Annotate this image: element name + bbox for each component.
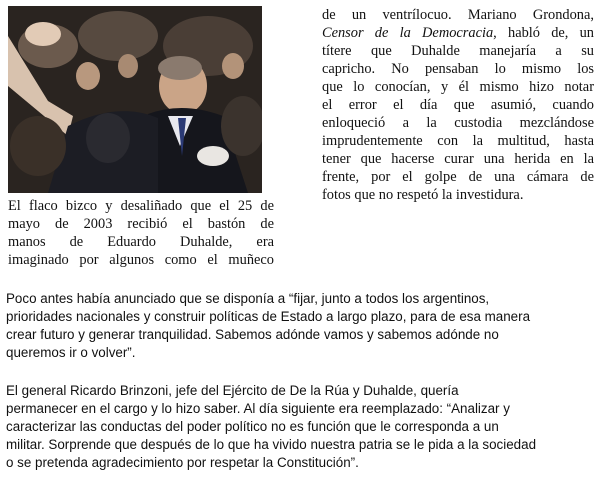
news-photo (8, 6, 262, 193)
text-line: capricho. No pensaban lo mismo los (322, 61, 594, 77)
text-line (322, 24, 594, 42)
text-line: militar. Sorprende que después de lo que ha vivido nuestra patria se le pida a la sociedad (6, 437, 537, 452)
caption-line: El flaco bizco y desaliñado que el 25 de (8, 198, 274, 214)
paragraph-announcement (6, 290, 594, 362)
text-line: o se pretenda agradecimiento por respetar la Constitución”. (6, 455, 359, 470)
photo-caption (8, 197, 274, 269)
text-line: imprudentemente con la multitud, hasta (322, 133, 594, 149)
text-line: prioridades nacionales y construir políticas de Estado a largo plazo, para de esa manera (6, 309, 531, 324)
text-line: que lo conocían, y él mismo hizo notar (322, 79, 594, 95)
paragraph-brinzoni (6, 382, 594, 472)
caption-line: manos de Eduardo Duhalde, era (8, 234, 274, 250)
caption-line: mayo de 2003 recibió el bastón de (8, 216, 274, 232)
text-line: frente, por el golpe de una cámara de (322, 169, 594, 185)
text-line: títere que Duhalde manejaría a su (322, 43, 594, 59)
text-line: tener que hacerse curar una herida en la (322, 151, 594, 167)
text-fragment: , habló de, un (493, 25, 594, 41)
crowd-image (8, 6, 262, 193)
text-line: crear futuro y generar tranquilidad. Sabemos adónde vamos y sabemos adónde no (6, 327, 499, 342)
text-line: de un ventrílocuo. Mariano Grondona, (322, 7, 594, 23)
right-column-text (322, 6, 594, 204)
text-line: caracterizar las conductas del poder político no es función que le corresponda a un (6, 419, 499, 434)
text-line: permanecer en el cargo y lo hizo saber. Al día siguiente era reemplazado: “Analizar y (6, 401, 510, 416)
text-line: Poco antes había anunciado que se disponía a “fijar, junto a todos los argentinos, (6, 291, 490, 306)
text-line: el error el día que asumió, cuando (322, 97, 594, 113)
caption-line: imaginado por algunos como el muñeco (8, 252, 274, 268)
text-line: enloqueció a la custodia mezclándose (322, 115, 594, 131)
text-line: queremos ir o volver”. (6, 345, 136, 360)
publication-title: Censor de la Democracia (322, 25, 494, 41)
text-line: fotos que no respetó la investidura. (322, 187, 524, 203)
text-line: El general Ricardo Brinzoni, jefe del Ejército de De la Rúa y Duhalde, quería (6, 383, 459, 398)
